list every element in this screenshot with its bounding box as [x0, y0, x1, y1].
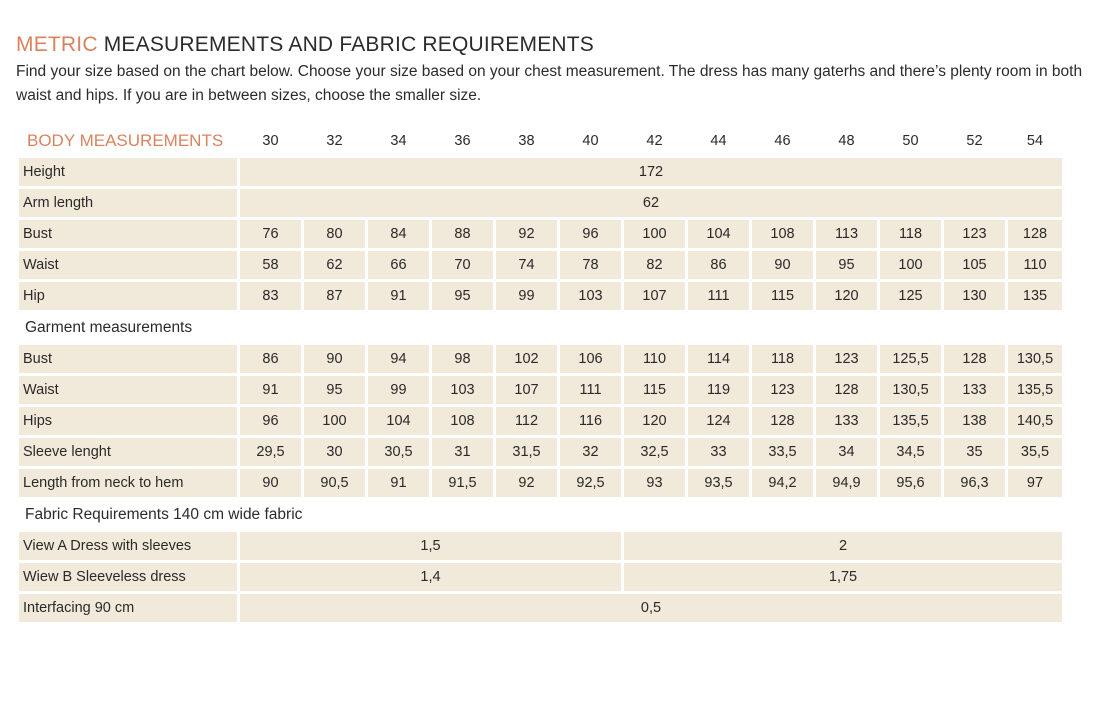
value-cell: 34,5 [880, 438, 941, 466]
value-cell: 32 [560, 438, 621, 466]
value-cell: 128 [944, 345, 1005, 373]
body-row-arm-length [19, 189, 1062, 217]
body-row-bust [19, 220, 1062, 248]
garment-row-sleeve-lenght [19, 438, 1062, 466]
fabric-row-interfacing-90-cm [19, 594, 1062, 622]
merged-value: 172 [240, 158, 1062, 186]
value-cell: 90 [240, 469, 301, 497]
value-cell: 30,5 [368, 438, 429, 466]
value-cell: 86 [688, 251, 749, 279]
value-cell: 104 [688, 220, 749, 248]
merged-value: 0,5 [240, 594, 1062, 622]
value-cell: 103 [560, 282, 621, 310]
size-52-header: 52 [966, 133, 983, 149]
value-cell: 123 [816, 345, 877, 373]
body-row-hip [19, 282, 1062, 310]
value-cell: 96,3 [944, 469, 1005, 497]
size-50-header: 50 [902, 133, 919, 149]
garment-row-waist [19, 376, 1062, 404]
value-cell: 111 [560, 376, 621, 404]
size-36-header: 36 [454, 133, 471, 149]
value-cell: 74 [496, 251, 557, 279]
value-cell: 128 [816, 376, 877, 404]
value-cell: 99 [496, 282, 557, 310]
value-cell: 100 [624, 220, 685, 248]
value-cell: 32,5 [624, 438, 685, 466]
row-label: Length from neck to hem [19, 469, 237, 497]
value-cell: 130,5 [1008, 345, 1062, 373]
value-cell: 62 [304, 251, 365, 279]
value-cell: 133 [816, 407, 877, 435]
body-measurements-heading: BODY MEASUREMENTS [27, 131, 224, 150]
row-label: Bust [19, 220, 237, 248]
value-cell: 82 [624, 251, 685, 279]
garment-measurements-heading: Garment measurements [25, 318, 193, 336]
value-cell: 93,5 [688, 469, 749, 497]
value-cell: 78 [560, 251, 621, 279]
value-cell: 102 [496, 345, 557, 373]
garment-section-row [19, 313, 1062, 342]
value-cell: 118 [880, 220, 941, 248]
value-cell: 95 [816, 251, 877, 279]
value-cell: 66 [368, 251, 429, 279]
page-title [16, 33, 594, 57]
size-header-row [19, 127, 1062, 155]
value-cell: 95,6 [880, 469, 941, 497]
value-cell: 125,5 [880, 345, 941, 373]
value-cell: 135,5 [1008, 376, 1062, 404]
size-chart-table [16, 124, 1065, 625]
value-cell: 130 [944, 282, 1005, 310]
value-cell: 95 [432, 282, 493, 310]
row-label: Hip [19, 282, 237, 310]
value-cell: 118 [752, 345, 813, 373]
value-cell: 94,2 [752, 469, 813, 497]
value-cell: 30 [304, 438, 365, 466]
fabric-row-wiew-b-sleeveless-dress [19, 563, 1062, 591]
value-cell: 112 [496, 407, 557, 435]
body-row-waist [19, 251, 1062, 279]
value-cell: 105 [944, 251, 1005, 279]
size-40-header: 40 [582, 133, 599, 149]
sizes-42-54-value: 2 [624, 532, 1062, 560]
fabric-section-row [19, 500, 1062, 529]
row-label: View A Dress with sleeves [19, 532, 237, 560]
value-cell: 110 [624, 345, 685, 373]
value-cell: 90 [752, 251, 813, 279]
body-row-height [19, 158, 1062, 186]
value-cell: 91 [240, 376, 301, 404]
row-label: Wiew B Sleeveless dress [19, 563, 237, 591]
value-cell: 113 [816, 220, 877, 248]
sizes-30-40-value: 1,5 [240, 532, 621, 560]
value-cell: 123 [944, 220, 1005, 248]
size-32-header: 32 [326, 133, 343, 149]
value-cell: 104 [368, 407, 429, 435]
value-cell: 96 [240, 407, 301, 435]
value-cell: 135,5 [880, 407, 941, 435]
value-cell: 91 [368, 282, 429, 310]
value-cell: 120 [816, 282, 877, 310]
value-cell: 106 [560, 345, 621, 373]
row-label: Waist [19, 251, 237, 279]
value-cell: 80 [304, 220, 365, 248]
value-cell: 35,5 [1008, 438, 1062, 466]
garment-row-length-from-neck-to-hem [19, 469, 1062, 497]
row-label: Waist [19, 376, 237, 404]
value-cell: 99 [368, 376, 429, 404]
size-44-header: 44 [710, 133, 727, 149]
intro-paragraph: Find your size based on the chart below. Choose your size based on your chest measurement. The dress has many gaterhs and there’s plenty room in both waist and hips. If you are in between sizes, choose the smaller size. [16, 63, 1083, 104]
value-cell: 86 [240, 345, 301, 373]
value-cell: 91,5 [432, 469, 493, 497]
value-cell: 133 [944, 376, 1005, 404]
value-cell: 76 [240, 220, 301, 248]
value-cell: 90 [304, 345, 365, 373]
value-cell: 84 [368, 220, 429, 248]
value-cell: 125 [880, 282, 941, 310]
value-cell: 110 [1008, 251, 1062, 279]
value-cell: 31 [432, 438, 493, 466]
sizes-42-54-value: 1,75 [624, 563, 1062, 591]
value-cell: 94 [368, 345, 429, 373]
value-cell: 90,5 [304, 469, 365, 497]
value-cell: 108 [752, 220, 813, 248]
size-54-header: 54 [1026, 133, 1044, 149]
value-cell: 33,5 [752, 438, 813, 466]
value-cell: 128 [752, 407, 813, 435]
value-cell: 92 [496, 469, 557, 497]
value-cell: 107 [624, 282, 685, 310]
garment-row-hips [19, 407, 1062, 435]
value-cell: 88 [432, 220, 493, 248]
row-label: Bust [19, 345, 237, 373]
value-cell: 33 [688, 438, 749, 466]
row-label: Hips [19, 407, 237, 435]
value-cell: 29,5 [240, 438, 301, 466]
sizes-30-40-value: 1,4 [240, 563, 621, 591]
row-label: Interfacing 90 cm [19, 594, 237, 622]
fabric-requirements-heading: Fabric Requirements 140 cm wide fabric [25, 505, 303, 523]
value-cell: 128 [1008, 220, 1062, 248]
value-cell: 93 [624, 469, 685, 497]
value-cell: 123 [752, 376, 813, 404]
value-cell: 140,5 [1008, 407, 1062, 435]
row-label: Height [19, 158, 237, 186]
garment-row-bust [19, 345, 1062, 373]
size-34-header: 34 [390, 133, 407, 149]
value-cell: 115 [752, 282, 813, 310]
value-cell: 135 [1008, 282, 1062, 310]
value-cell: 97 [1008, 469, 1062, 497]
value-cell: 138 [944, 407, 1005, 435]
value-cell: 31,5 [496, 438, 557, 466]
value-cell: 114 [688, 345, 749, 373]
value-cell: 108 [432, 407, 493, 435]
value-cell: 87 [304, 282, 365, 310]
size-46-header: 46 [774, 133, 791, 149]
size-42-header: 42 [646, 133, 663, 149]
value-cell: 111 [688, 282, 749, 310]
row-label: Sleeve lenght [19, 438, 237, 466]
value-cell: 130,5 [880, 376, 941, 404]
value-cell: 120 [624, 407, 685, 435]
fabric-row-view-a-dress-with-sleeves [19, 532, 1062, 560]
title-rest: MEASUREMENTS AND FABRIC REQUIREMENTS [97, 33, 594, 56]
size-48-header: 48 [838, 133, 855, 149]
value-cell: 115 [624, 376, 685, 404]
size-38-header: 38 [518, 133, 535, 149]
value-cell: 96 [560, 220, 621, 248]
value-cell: 91 [368, 469, 429, 497]
value-cell: 100 [880, 251, 941, 279]
value-cell: 58 [240, 251, 301, 279]
value-cell: 98 [432, 345, 493, 373]
value-cell: 103 [432, 376, 493, 404]
row-label: Arm length [19, 189, 237, 217]
value-cell: 100 [304, 407, 365, 435]
value-cell: 83 [240, 282, 301, 310]
value-cell: 95 [304, 376, 365, 404]
value-cell: 92 [496, 220, 557, 248]
value-cell: 94,9 [816, 469, 877, 497]
value-cell: 92,5 [560, 469, 621, 497]
value-cell: 35 [944, 438, 1005, 466]
value-cell: 116 [560, 407, 621, 435]
size-30-header: 30 [262, 133, 279, 149]
value-cell: 119 [688, 376, 749, 404]
value-cell: 34 [816, 438, 877, 466]
title-accent: METRIC [16, 33, 98, 56]
value-cell: 107 [496, 376, 557, 404]
value-cell: 124 [688, 407, 749, 435]
merged-value: 62 [240, 189, 1062, 217]
value-cell: 70 [432, 251, 493, 279]
